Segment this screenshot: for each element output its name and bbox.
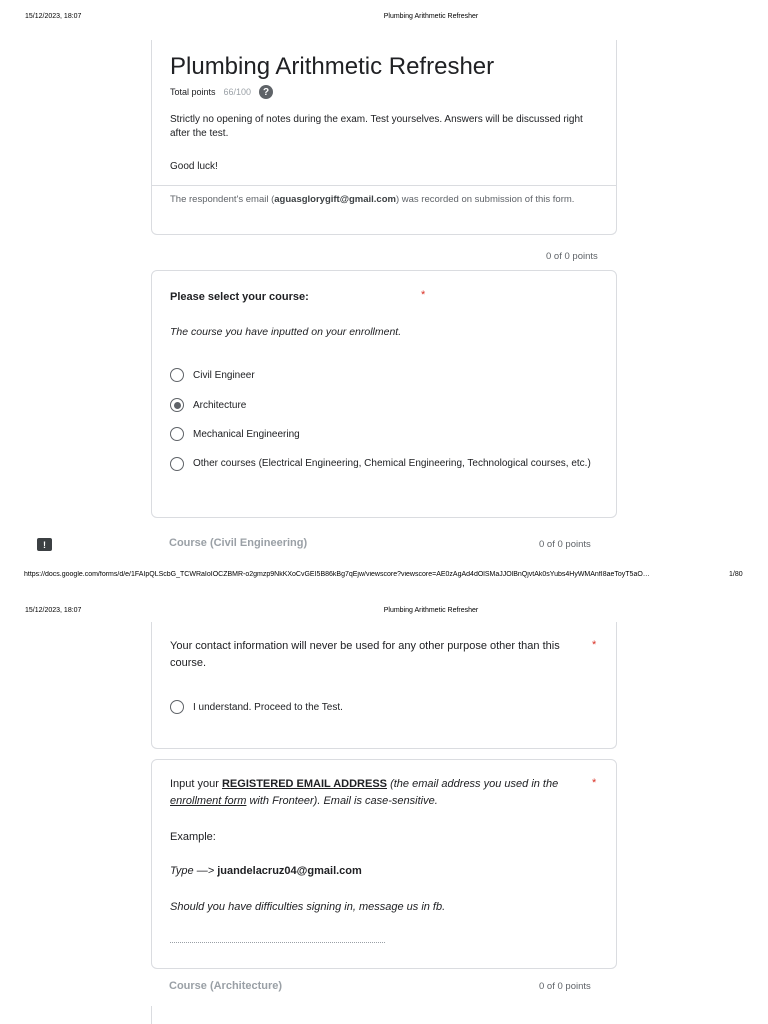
option-label: Civil Engineer [193,369,255,381]
form-header-card [151,40,617,235]
print-title: Plumbing Arithmetic Refresher [383,607,479,614]
difficulty-note: Should you have difficulties signing in, message us in fb. [170,901,446,913]
print-timestamp: 15/12/2023, 18:07 [25,13,82,20]
radio-architecture[interactable] [170,398,184,412]
print-url: https://docs.google.com/forms/d/e/1FAIpQLScbG_TCWRaIoIOCZBMR-o2gmzp9NkKXoCvGEI5B86kBg7qEjw/viewscore?viewscore=AE0zAgAd4dOlSMaJJOlBnQjvtAk0sYubs4HyWMAnfI8aeToyT5aO… [24,571,650,578]
example-email-address: juandelacruz04@gmail.com [217,865,362,877]
contact-info-text: Your contact information will never be used for any other purpose other than this course. [170,640,560,669]
example-label: Example: [170,831,216,843]
feedback-icon[interactable]: ! [37,538,52,551]
contact-info-card [151,622,617,749]
email-question-card [151,759,617,969]
help-icon[interactable]: ? [259,85,273,99]
required-asterisk: * [592,777,597,789]
email-question-text: Input your REGISTERED EMAIL ADDRESS (the email address you used in the enrollment form with Fronteer). Email is case-sensitive. [170,778,559,807]
section-points: 0 of 0 points [546,251,598,262]
print-page-number: 1/80 [729,571,743,578]
section-civil-points: 0 of 0 points [539,539,591,550]
radio-civil-engineer[interactable] [170,368,184,382]
header-divider [152,185,616,186]
radio-understand-proceed[interactable] [170,700,184,714]
total-points-label: Total points [170,87,216,97]
total-points [170,85,273,99]
example-email: Type —> juandelacruz04@gmail.com [170,865,362,877]
form-description: Strictly no opening of notes during the exam. Test yourselves. Answers will be discussed right after the test. [170,114,583,139]
section-civil-engineering-label: Course (Civil Engineering) [169,537,308,549]
section-architecture-label: Course (Architecture) [169,980,283,992]
respondent-email-note: The respondent's email (aguasglorygift@gmail.com) was recorded on submission of this form. [170,194,575,205]
good-luck-text: Good luck! [170,161,218,172]
total-points-score: 66/100 [223,87,252,97]
option-label: Architecture [193,399,247,411]
course-question-card [151,270,617,518]
print-title: Plumbing Arithmetic Refresher [383,13,479,20]
registered-email-emphasis: REGISTERED EMAIL ADDRESS [221,778,388,790]
required-asterisk: * [421,289,426,301]
print-header-page2 [0,607,768,623]
option-label: Mechanical Engineering [193,428,300,440]
print-header [0,13,768,29]
email-answer-field[interactable] [170,942,385,943]
radio-mechanical-engineering[interactable] [170,427,184,441]
form-title: Plumbing Arithmetic Refresher [170,53,495,80]
option-architecture[interactable] [170,398,246,412]
course-question-helper: The course you have inputted on your enrollment. [170,326,402,338]
course-question-title: Please select your course: [170,291,309,303]
option-mechanical-engineering[interactable] [170,427,300,441]
option-other-courses[interactable] [170,456,595,471]
required-asterisk: * [592,639,597,651]
option-label: Other courses (Electrical Engineering, Chemical Engineering, Technological courses, etc.) [193,458,591,469]
radio-other-courses[interactable] [170,457,184,471]
respondent-email: aguasglorygift@gmail.com [274,194,396,205]
next-card-edge [151,1006,152,1024]
option-label: I understand. Proceed to the Test. [193,701,343,713]
print-timestamp: 15/12/2023, 18:07 [25,607,82,614]
option-civil-engineer[interactable] [170,368,255,382]
section-architecture-points: 0 of 0 points [539,981,591,992]
option-understand-proceed[interactable] [170,700,343,714]
enrollment-form-link[interactable]: enrollment form [170,795,247,807]
